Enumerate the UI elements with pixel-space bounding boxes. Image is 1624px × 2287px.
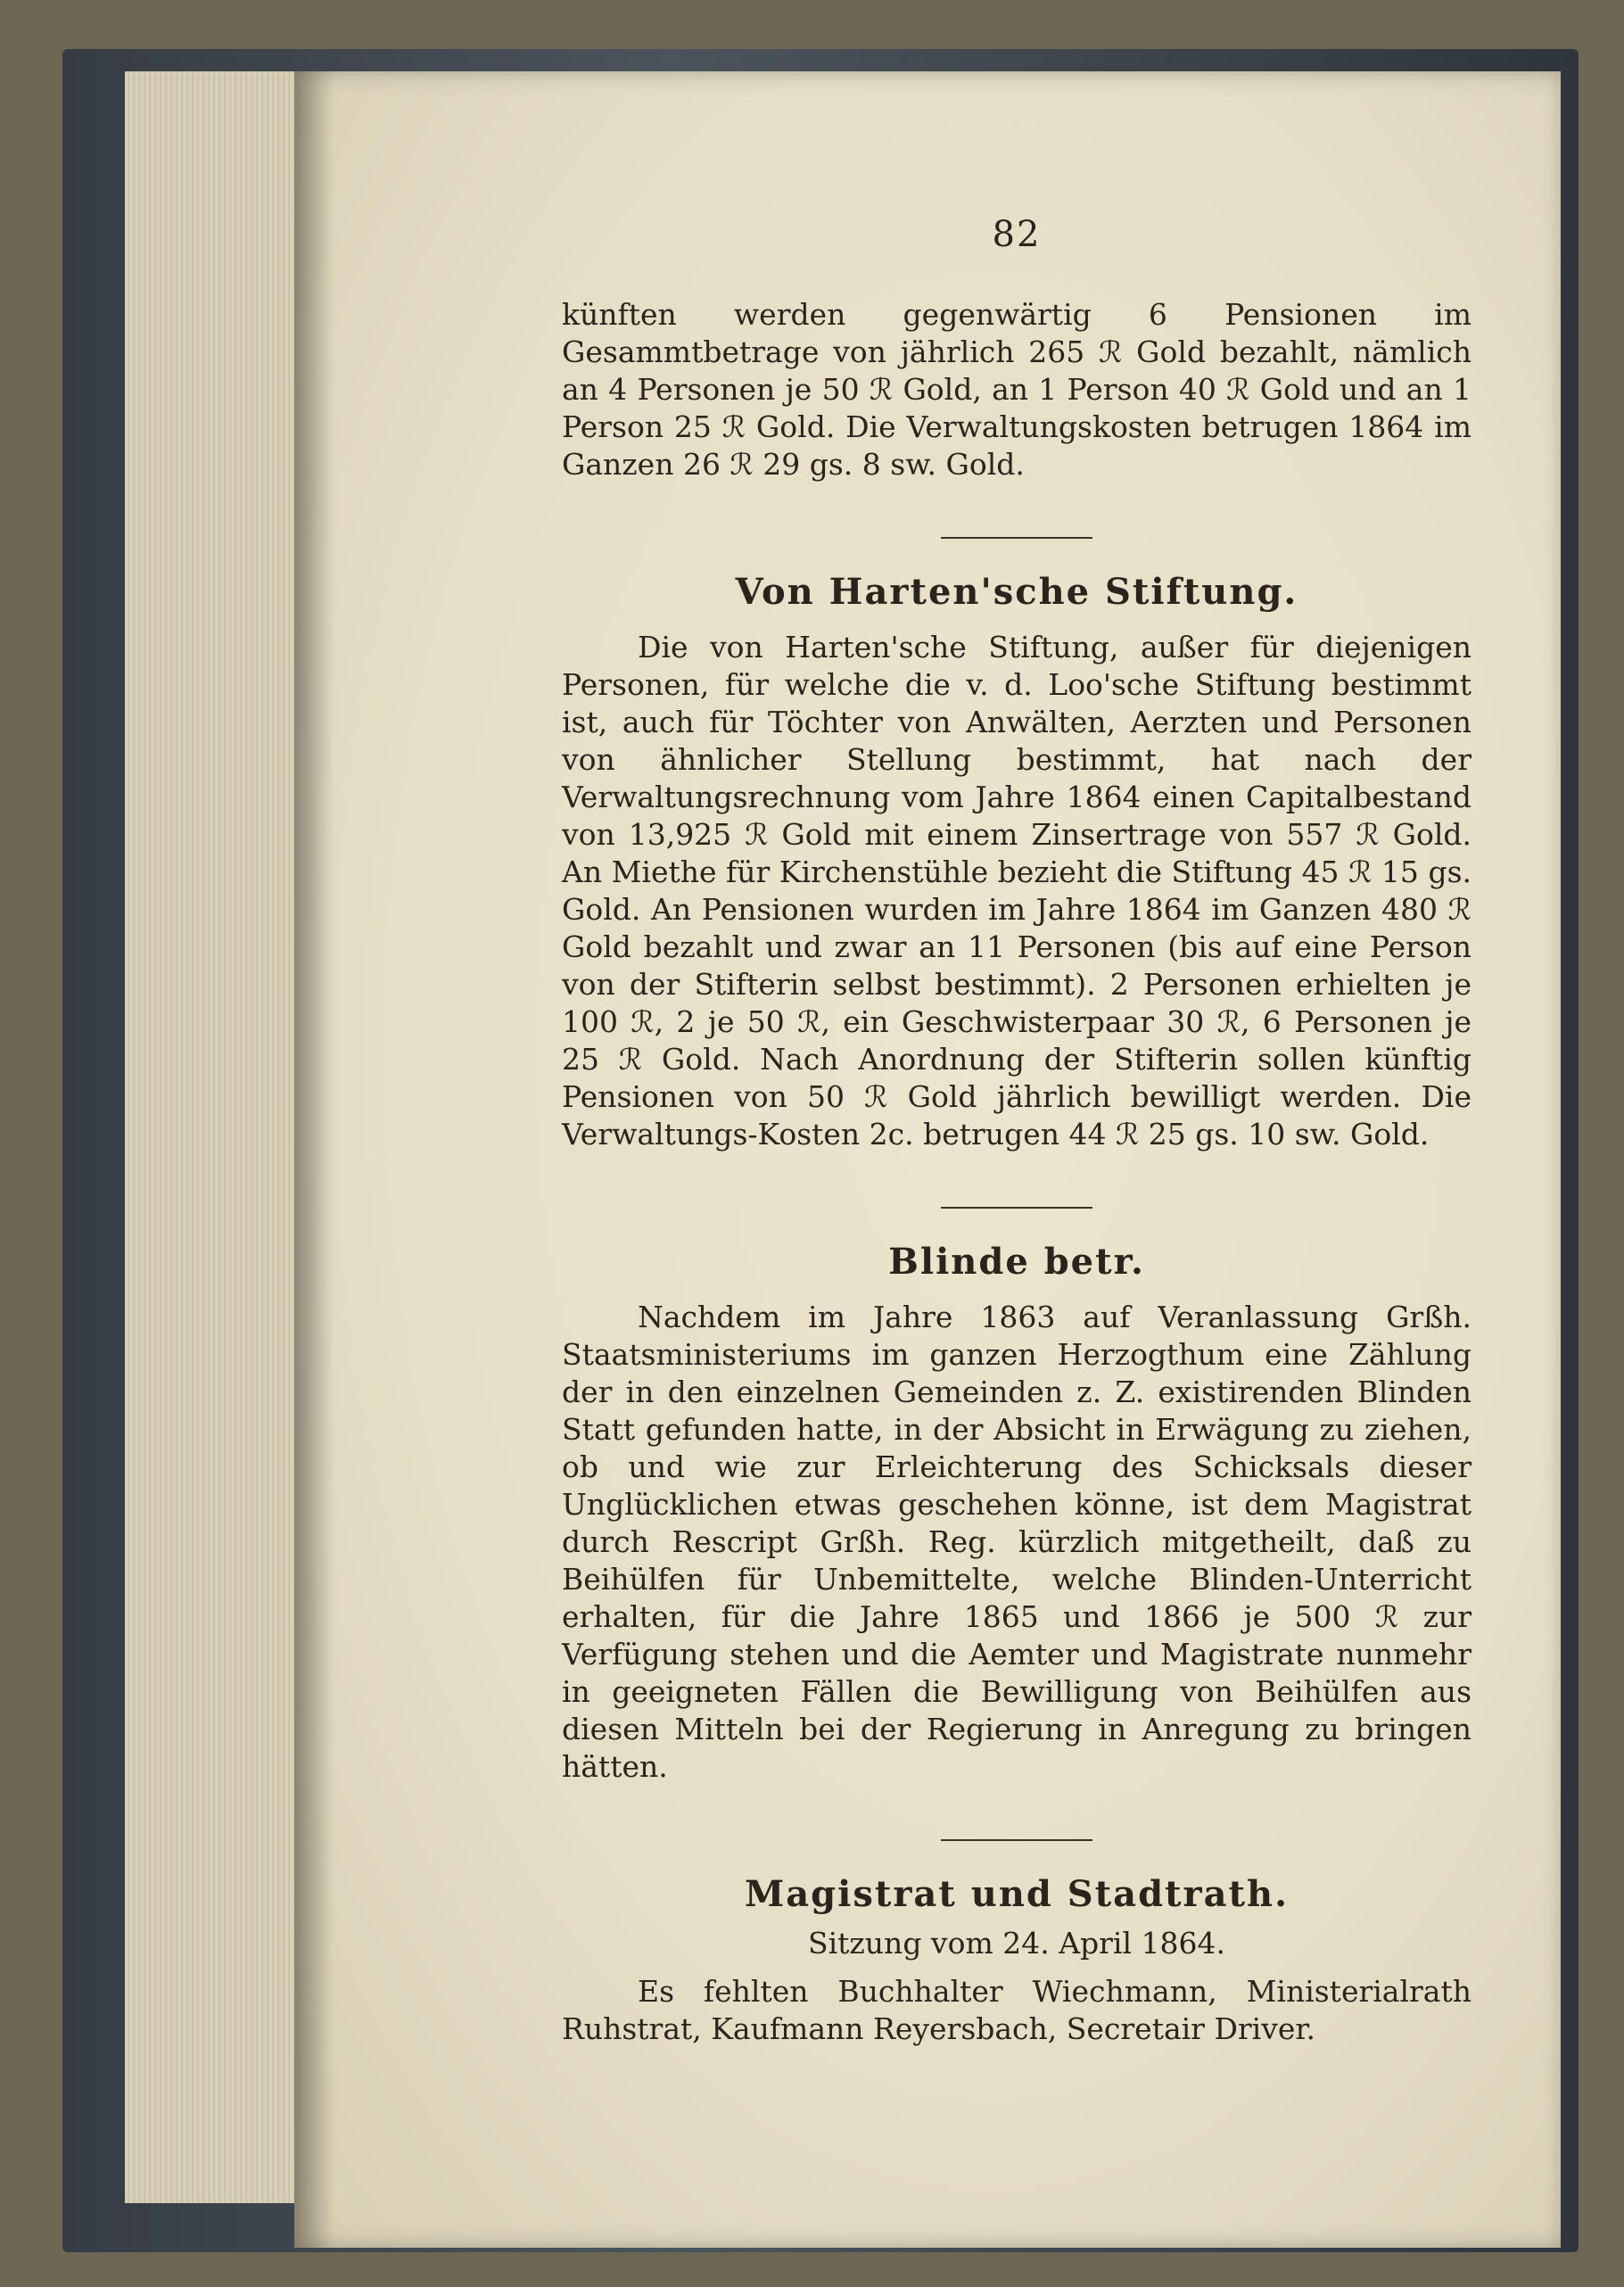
intro-paragraph: künften werden gegenwärtig 6 Pensionen im Gesammtbetrage von jährlich 265 ℛ Gold bezahlt, nämlich an 4 Personen je 50 ℛ Gold, an 1 Person 40 ℛ Gold und an 1 Person 25 ℛ Gold. Die Verwaltungskosten betrugen 1864 im Ganzen 26 ℛ 29 gs. 8 sw. Gold. [562, 297, 1471, 482]
blinde-paragraph: Nachdem im Jahre 1863 auf Veranlassung Grßh. Staatsministeriums im ganzen Herzogthum eine Zählung der in den einzelnen Gemeinden z. Z. existirenden Blinden Statt gefunden hatte, in der Absicht in Erwägung zu ziehen, ob und wie zur Erleichterung des Schicksals dieser Unglücklichen etwas geschehen könne, ist dem Magistrat durch Rescript Grßh. Reg. kürzlich mitgetheilt, daß zu Beihülfen für Unbemittelte, welche Blinden-Unterricht erhalten, für die Jahre 1865 und 1866 je 500 ℛ zur Verfügung stehen und die Aemter und Magistrate nunmehr in geeigneten Fällen die Bewilligung von Beihülfen aus diesen Mitteln bei der Regierung in Anregung zu bringen hätten. [562, 1300, 1471, 1784]
section-divider [941, 1207, 1092, 1209]
harten-heading: Von Harten'sche Stiftung. [735, 571, 1298, 613]
magistrat-subheading: Sitzung vom 24. April 1864. [808, 1926, 1225, 1961]
magistrat-paragraph: Es fehlten Buchhalter Wiechmann, Ministerialrath Ruhstrat, Kaufmann Reyersbach, Secretair Driver. [562, 1974, 1471, 2046]
section-divider [941, 1839, 1092, 1841]
gutter-shadow [294, 71, 334, 2248]
text-block [562, 214, 1471, 2048]
harten-paragraph: Die von Harten'sche Stiftung, außer für diejenigen Personen, für welche die v. d. Loo'sche Stiftung bestimmt ist, auch für Töchter von Anwälten, Aerzten und Personen von ähnlicher Stellung bestimmt, hat nach der Verwaltungsrechnung vom Jahre 1864 einen Capitalbestand von 13,925 ℛ Gold mit einem Zinsertrage von 557 ℛ Gold. An Miethe für Kirchenstühle bezieht die Stiftung 45 ℛ 15 gs. Gold. An Pensionen wurden im Jahre 1864 im Ganzen 480 ℛ Gold bezahlt und zwar an 11 Personen (bis auf eine Person von der Stifterin selbst bestimmt). 2 Personen erhielten je 100 ℛ, 2 je 50 ℛ, ein Geschwisterpaar 30 ℛ, 6 Personen je 25 ℛ Gold. Nach Anordnung der Stifterin sollen künftig Pensionen von 50 ℛ Gold jährlich bewilligt werden. Die Verwaltungs-Kosten 2c. betrugen 44 ℛ 25 gs. 10 sw. Gold. [562, 630, 1471, 1152]
section-divider [941, 537, 1092, 539]
page-edges [125, 71, 314, 2203]
blinde-heading: Blinde betr. [888, 1241, 1145, 1283]
page-number: 82 [992, 214, 1042, 255]
magistrat-heading: Magistrat und Stadtrath. [744, 1873, 1289, 1915]
